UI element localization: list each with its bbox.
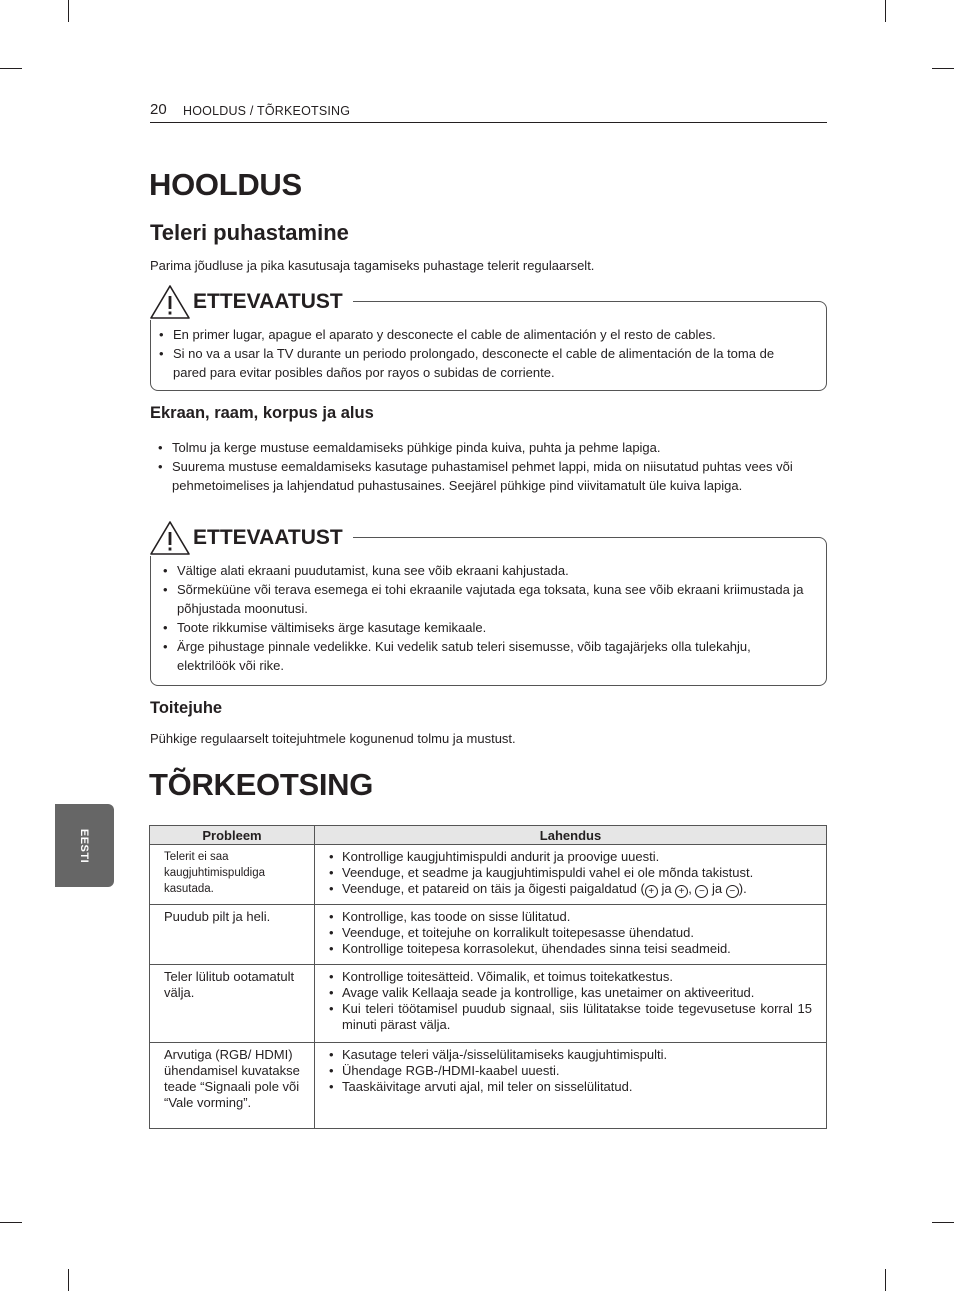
caution-box (150, 526, 827, 686)
screen-care-item: • Tolmu ja kerge mustuse eemaldamiseks pühkige pinda kuiva, puhta ja pehme lapiga. (150, 438, 820, 457)
crop-mark (68, 1269, 69, 1291)
plus-polarity-icon: + (645, 885, 658, 898)
table-header-row (150, 826, 827, 845)
caution-item: • Si no va a usar la TV durante un periodo prolongado, desconecte el cable de alimentación de la toma de pared para evitar posibles daños por rayos o subidas de corriente. (151, 344, 801, 382)
solution-item: • Kontrollige toitesätteid. Võimalik, et toimus toitekatkestus. (329, 969, 812, 985)
crop-mark (68, 0, 69, 22)
screen-care-item: • Suurema mustuse eemaldamiseks kasutage puhastamisel pehmet lappi, mida on niisutatud puhtas vees või pehmetoimelises ja lahjendatud puhastusaines. Seejärel pühkige pind viivitamatult üle kuiva lapiga. (150, 457, 820, 495)
solution-item: • Kontrollige, kas toode on sisse lülitatud. (329, 909, 812, 925)
battery-text: Veenduge, et patareid on täis ja õigesti paigaldatud ( (342, 881, 645, 896)
page-header (150, 101, 827, 123)
crop-mark (932, 68, 954, 69)
minus-polarity-icon: − (695, 885, 708, 898)
problem-cell: Teler lülitub ootamatult välja. (150, 965, 315, 1043)
power-cord-heading: Toitejuhe (150, 699, 223, 717)
solution-cell (315, 1043, 827, 1129)
column-header-problem: Probleem (150, 826, 315, 845)
solution-item: • Veenduge, et seadme ja kaugjuhtimispuldi vahel ei ole mõnda takistust. (329, 865, 812, 881)
caution-item: • Ärge pihustage pinnale vedelikke. Kui vedelik satub teleri sisemusse, võib tagajärjeks olla tulekahju, elektrilöök või rike. (155, 637, 810, 675)
crop-mark (885, 0, 886, 22)
caution-item: • Sõrmeküüne või terava esemega ei tohi ekraanile vajutada ega toksata, kuna see võib ekraani kriimustada ja põhjustada moonutusi. (155, 580, 810, 618)
solution-item: • Kontrollige kaugjuhtimispuldi andurit ja proovige uuesti. (329, 849, 812, 865)
warning-icon (149, 284, 191, 320)
table-row (150, 905, 827, 965)
column-header-solution: Lahendus (315, 826, 827, 845)
minus-polarity-icon: − (726, 885, 739, 898)
battery-text: ja (708, 881, 726, 896)
caution-label: ETTEVAATUST (193, 526, 343, 549)
table-row (150, 965, 827, 1043)
caution-item: • En primer lugar, apague el aparato y desconecte el cable de alimentación y el resto de cables. (151, 325, 801, 344)
caution-item: • Toote rikkumise vältimiseks ärge kasutage kemikaale. (155, 618, 810, 637)
solution-item: • Veenduge, et patareid on täis ja õigesti paigaldatud ( + ja + , − ja − ). (329, 881, 812, 898)
crop-mark (0, 68, 22, 69)
solution-item: • Ühendage RGB-/HDMI-kaabel uuesti. (329, 1063, 812, 1079)
page-number: 20 (150, 101, 167, 118)
problem-cell: Telerit ei saa kaugjuhtimispuldiga kasutada. (150, 845, 315, 905)
solution-item: • Kontrollige toitepesa korrasolekut, ühendades sinna teisi seadmeid. (329, 941, 812, 957)
caution-item: • Vältige alati ekraani puudutamist, kuna see võib ekraani kahjustada. (155, 561, 810, 580)
running-section-title: HOOLDUS / TÕRKEOTSING (183, 104, 351, 118)
solution-item: • Veenduge, et toitejuhe on korralikult toitepesasse ühendatud. (329, 925, 812, 941)
solution-item: • Taaskäivitage arvuti ajal, mil teler on sisselülitatud. (329, 1079, 812, 1095)
crop-mark (885, 1269, 886, 1291)
caution-title (149, 520, 353, 556)
cleaning-intro: Parima jõudluse ja pika kasutusaja tagamiseks puhastage telerit regulaarselt. (150, 258, 595, 273)
power-cord-text: Pühkige regulaarselt toitejuhtmele kogunenud tolmu ja mustust. (150, 731, 516, 746)
table-row (150, 1043, 827, 1129)
caution-label: ETTEVAATUST (193, 290, 343, 313)
solution-cell (315, 965, 827, 1043)
crop-mark (0, 1222, 22, 1223)
cleaning-subtitle: Teleri puhastamine (150, 220, 349, 245)
problem-cell: Arvutiga (RGB/ HDMI) ühendamisel kuvatakse teade “Signaali pole või “Vale vorming”. (150, 1043, 315, 1129)
caution-box (150, 290, 827, 391)
language-tab (55, 804, 114, 887)
solution-item: • Kui teleri töötamisel puudub signaal, siis lülitatakse toide tegevusetuse korral 15 minuti pärast välja. (329, 1001, 812, 1033)
language-tab-label: EESTI (78, 828, 90, 864)
problem-cell: Puudub pilt ja heli. (150, 905, 315, 965)
battery-text: ja (657, 881, 676, 896)
caution-title (149, 284, 353, 320)
solution-cell (315, 845, 827, 905)
warning-icon (149, 520, 191, 556)
maintenance-title: HOOLDUS (149, 167, 302, 202)
solution-item: • Avage valik Kellaaja seade ja kontrollige, kas unetaimer on aktiveeritud. (329, 985, 812, 1001)
troubleshooting-title: TÕRKEOTSING (149, 767, 374, 802)
troubleshooting-table (149, 825, 827, 1129)
solution-item: • Kasutage teleri välja-/sisselülitamiseks kaugjuhtimispulti. (329, 1047, 812, 1063)
table-row (150, 845, 827, 905)
screen-heading: Ekraan, raam, korpus ja alus (150, 404, 374, 422)
solution-cell (315, 905, 827, 965)
plus-polarity-icon: + (675, 885, 688, 898)
crop-mark (932, 1222, 954, 1223)
battery-text: ). (738, 881, 747, 896)
